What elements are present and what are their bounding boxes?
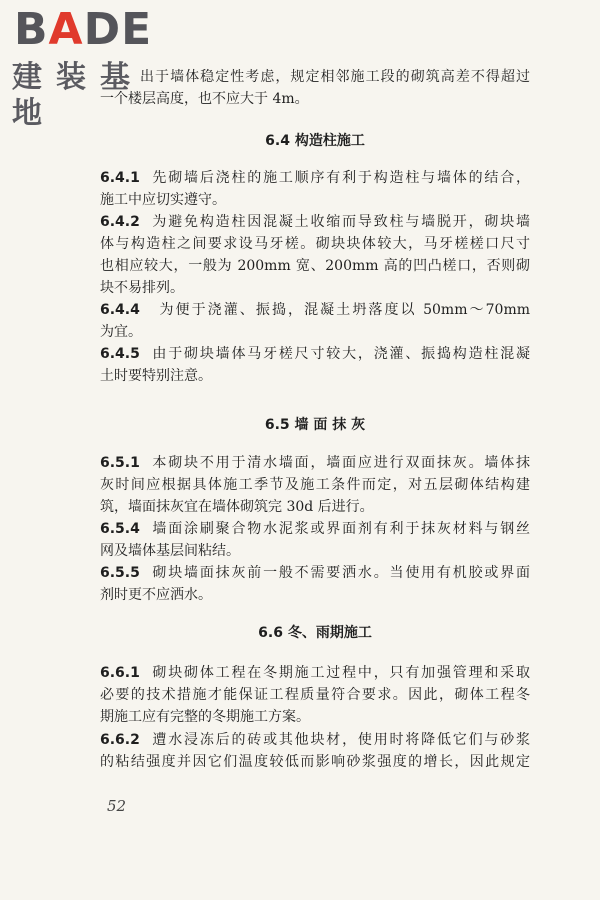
clause-text: 土时要特别注意。 [100,368,212,384]
logo-subtitle: 建装基地 [12,60,144,131]
clause-number: 6.6.1 [100,665,140,681]
clause-text: 期施工应有完整的冬期施工方案。 [100,709,310,725]
bade-logo [8,4,183,131]
clause-text: 为宜。 [100,324,142,340]
clause-text: 本砌块不用于清水墙面，墙面应进行双面抹灰。墙体抹 [152,455,531,471]
clause-text: 必要的技术措施才能保证工程质量符合要求。因此，砌体工程冬 [100,687,530,703]
logo-wordmark: BADE [14,4,153,55]
clause-number: 6.6.2 [100,732,140,748]
clause-text: 施工中应切实遵守。 [100,192,226,208]
clause-text: 灰时间应根据具体施工季节及施工条件而定，对五层砌体结构建 [100,477,530,493]
clause-number: 6.5.4 [100,521,140,537]
clause-text: 剂时更不应洒水。 [100,587,212,603]
clause-6-6-2 [100,729,530,773]
page-number: 52 [107,797,127,815]
clause-number: 6.4.1 [100,170,140,186]
clause-text: 先砌墙后浇柱的施工顺序有利于构造柱与墙体的结合， [152,170,531,186]
clause-6-5-5 [100,562,530,606]
clause-6-6-1 [100,662,530,728]
clause-6-5-1 [100,452,530,518]
clause-text: 的粘结强度并因它们温度较低而影响砂浆强度的增长，因此规定 [100,754,530,770]
clause-number: 6.4.4 [100,302,140,318]
clause-6-4-4 [100,299,530,343]
clause-text: 为避免构造柱因混凝土收缩而导致柱与墙脱开，砌块墙 [152,214,531,230]
clause-number: 6.5.1 [100,455,140,471]
clause-6-4-5 [100,343,530,387]
clause-text: 由于砌块墙体马牙槎尺寸较大，浇灌、振捣构造柱混凝 [152,346,531,362]
clause-text: 网及墙体基层间粘结。 [100,543,240,559]
section-heading-6-4: 6.4 构造柱施工 [265,133,365,149]
clause-number: 6.4.2 [100,214,140,230]
clause-text: 墙面涂刷聚合物水泥浆或界面剂有利于抹灰材料与钢丝 [152,521,531,537]
clause-text: 为便于浇灌、振捣，混凝土坍落度以 50mm～70mm [159,302,530,318]
intro-line-2: 一个楼层高度，也不应大于 4m。 [100,91,309,107]
clause-text: 砌块墙面抹灰前一般不需要洒水。当使用有机胶或界面 [152,565,531,581]
section-heading-6-6: 6.6 冬、雨期施工 [258,625,372,641]
clause-text: 也相应较大，一般为 200mm 宽、200mm 高的凹凸槎口，否则砌 [100,258,530,274]
intro-line-1: 出于墙体稳定性考虑，规定相邻施工段的砌筑高差不得超过 [140,69,530,85]
clause-text: 筑，墙面抹灰宜在墙体砌筑完 30d 后进行。 [100,499,374,515]
clause-number: 6.4.5 [100,346,140,362]
clause-6-5-4 [100,518,530,562]
clause-6-4-2 [100,211,530,299]
clause-6-4-1 [100,167,530,211]
clause-text: 砌块砌体工程在冬期施工过程中，只有加强管理和采取 [152,665,531,681]
clause-text: 体与构造柱之间要求设马牙槎。砌块块体较大，马牙槎槎口尺寸 [100,236,530,252]
section-heading-6-5: 6.5 墙 面 抹 灰 [264,417,366,433]
clause-number: 6.5.5 [100,565,140,581]
clause-text: 遭水浸冻后的砖或其他块材，使用时将降低它们与砂浆 [152,732,531,748]
clause-text: 块不易排列。 [100,280,184,296]
